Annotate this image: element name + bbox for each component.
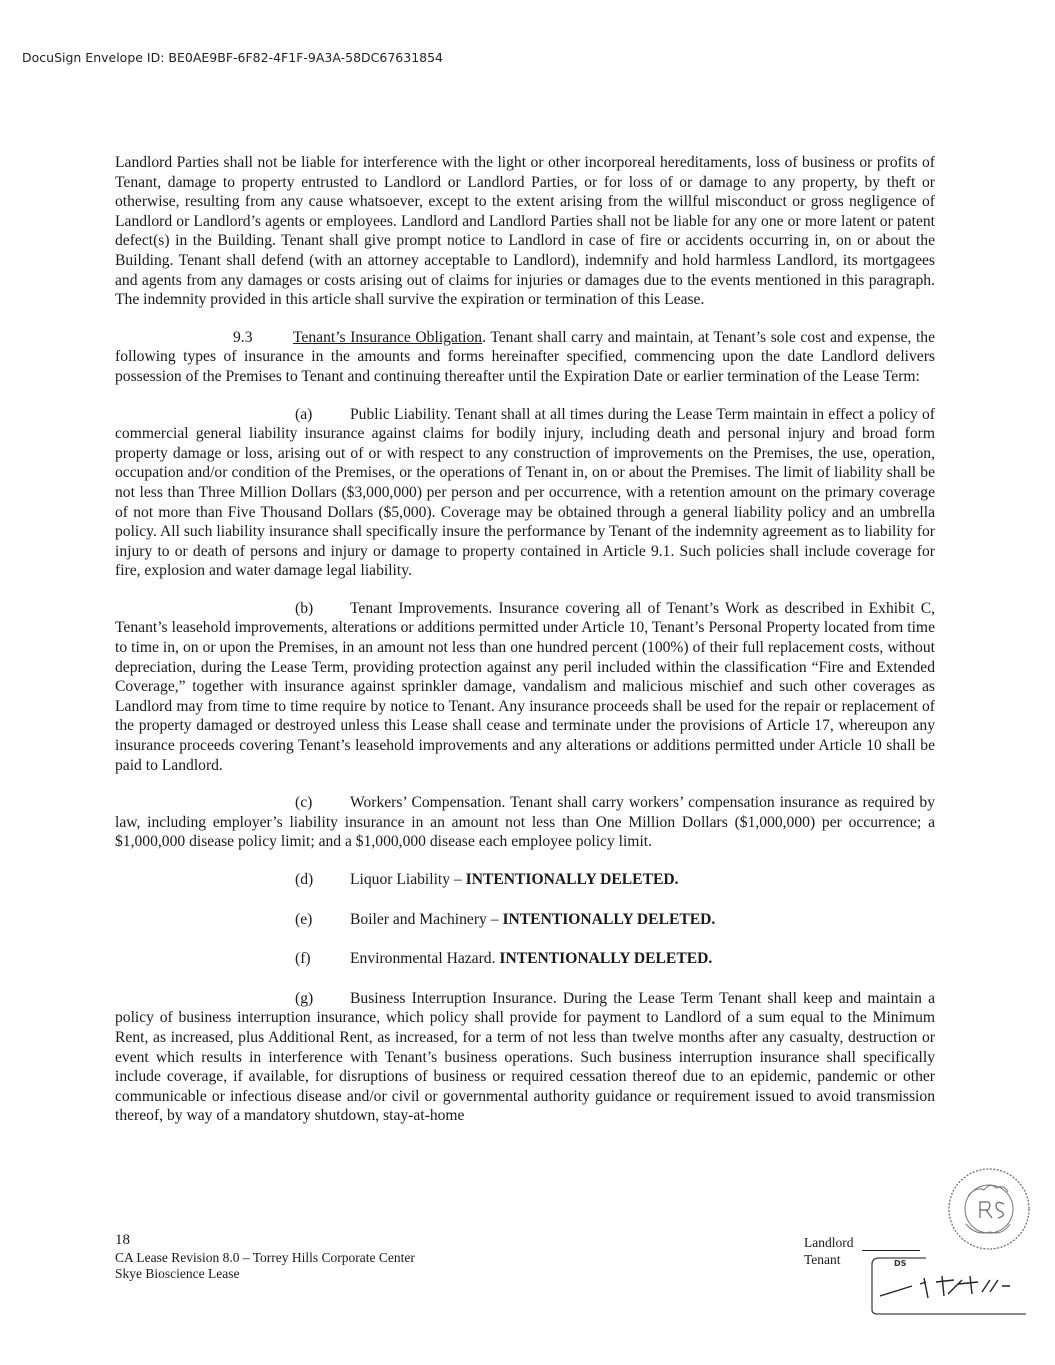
- item-number: (e): [295, 910, 313, 928]
- section-number: 9.3: [233, 328, 253, 346]
- item-text: Boiler and Machinery –: [350, 910, 503, 928]
- landlord-initials-seal-icon: [946, 1166, 1032, 1252]
- item-text: Workers’ Compensation. Tenant shall carry workers’ compensation insurance as required by law, including employer’s liability insurance in an amount not less than One Million Dollars ($1,000,000) per occurrence; a $1,000,000 disease policy limit; and a $1,000,000 disease each employee policy limit.: [115, 794, 935, 851]
- page-number: 18: [115, 1232, 130, 1248]
- section-title: Tenant’s Insurance Obligation: [293, 328, 483, 346]
- section-9-3: [115, 328, 935, 387]
- item-number: (b): [295, 599, 314, 617]
- docusign-envelope-id: DocuSign Envelope ID: BE0AE9BF-6F82-4F1F-9A3A-58DC67631854: [22, 50, 444, 65]
- section-text: . Tenant shall carry and maintain, at Tenant’s sole cost and expense, the following types of insurance in the amounts and forms hereinafter specified, commencing upon the date Landlord delivers possession of the Premises to Tenant and continuing thereafter until the Expiration Date or earlier termination of the Lease Term:: [115, 328, 935, 385]
- lease-revision: CA Lease Revision 8.0 – Torrey Hills Corporate Center: [115, 1250, 415, 1265]
- document-body: [115, 153, 935, 1144]
- item-number: (d): [295, 871, 314, 888]
- item-number: (f): [295, 950, 311, 968]
- landlord-initials-line[interactable]: [862, 1238, 920, 1251]
- item-d-liquor-liability: [115, 870, 935, 890]
- item-f-environmental-hazard: [115, 949, 935, 969]
- item-deleted-label: INTENTIONALLY DELETED.: [465, 871, 679, 888]
- item-c-workers-compensation: [115, 793, 935, 852]
- ds-mark: DS: [894, 1259, 907, 1268]
- footer-left: [115, 1232, 415, 1282]
- item-number: (a): [295, 405, 313, 423]
- item-text: Environmental Hazard.: [350, 950, 500, 968]
- item-text: Tenant Improvements. Insurance covering all of Tenant’s Work as described in Exhibit C, Tenant’s leasehold improvements, alterations or additions permitted under Article 10, Tenant’s Personal Property located from time to time in, on or upon the Premises, in an amount not less than one hundred percent (100%) of their full replacement costs, without depreciation, during the Lease Term, providing protection against any peril included within the classification “Fire and Extended Coverage,” together with insurance against sprinkler damage, vandalism and malicious mischief and such other coverages as Landlord may from time to time require by notice to Tenant. Any insurance proceeds shall be used for the repair or replacement of the property damaged or destroyed unless this Lease shall cease and terminate under the provisions of Article 17, whereupon any insurance proceeds covering Tenant’s leasehold improvements and any alterations or additions permitted under Article 10 shall be paid to Landlord.: [115, 599, 935, 774]
- item-text: Liquor Liability –: [350, 871, 466, 888]
- lease-name: Skye Bioscience Lease: [115, 1266, 240, 1281]
- item-b-tenant-improvements: [115, 599, 935, 775]
- item-a-public-liability: [115, 405, 935, 581]
- paragraph-indemnity: Landlord Parties shall not be liable for interference with the light or other incorporeal hereditaments, loss of business or profits of Tenant, damage to property entrusted to Landlord or Landlord Parties, or for loss of or damage to any property, by theft or otherwise, resulting from any cause whatsoever, except to the extent arising from the willful misconduct or gross negligence of Landlord or Landlord’s agents or employees. Landlord and Landlord Parties shall not be liable for any one or more latent or patent defect(s) in the Building. Tenant shall give prompt notice to Landlord in case of fire or accidents occurring in, on or about the Building. Tenant shall defend (with an attorney acceptable to Landlord), indemnify and hold harmless Landlord, its mortgagees and agents from any damages or costs arising out of claims for injuries or damages due to the events mentioned in this paragraph. The indemnity provided in this article shall survive the expiration or termination of this Lease.: [115, 154, 935, 309]
- item-number: (g): [295, 989, 314, 1007]
- item-g-business-interruption: [115, 989, 935, 1126]
- landlord-label: Landlord: [804, 1235, 854, 1250]
- item-e-boiler-machinery: [115, 910, 935, 930]
- tenant-label: Tenant: [804, 1252, 841, 1267]
- item-deleted-label: INTENTIONALLY DELETED.: [502, 910, 716, 928]
- item-deleted-label: INTENTIONALLY DELETED.: [499, 950, 713, 968]
- item-text: Public Liability. Tenant shall at all times during the Lease Term maintain in effect a policy of commercial general liability insurance against claims for bodily injury, including death and personal injury and broad form property damage or loss, arising out of or with respect to any construction of improvements on the Premises, the use, operation, occupation and/or condition of the Premises, or the operations of Tenant in, on or about the Premises. The limit of liability shall be not less than Three Million Dollars ($3,000,000) per person and per occurrence, with a retention amount on the primary coverage of not more than Five Thousand Dollars ($5,000). Coverage may be obtained through a general liability policy and an umbrella policy. All such liability insurance shall specifically insure the performance by Tenant of the indemnity agreement as to liability for injury to or death of persons and injury or damage to property contained in Article 9.1. Such policies shall include coverage for fire, explosion and water damage legal liability.: [115, 405, 935, 580]
- tenant-initials-signature-icon: [866, 1254, 1032, 1316]
- landlord-initials-row: [804, 1234, 920, 1251]
- item-number: (c): [295, 794, 313, 812]
- item-text: Business Interruption Insurance. During the Lease Term Tenant shall keep and maintain a policy of business interruption insurance, which policy shall provide for payment to Landlord of a sum equal to the Minimum Rent, as increased, plus Additional Rent, as increased, for a term of not less than twelve months after any casualty, destruction or event which results in interference with Tenant’s business operations. Such business interruption insurance shall specifically include coverage, if available, for disruptions of business or required cessation thereof due to an epidemic, pandemic or other communicable or infectious disease and/or civil or governmental authority guidance or requirement issued to avoid transmission thereof, by way of a mandatory shutdown, stay-at-home: [115, 989, 935, 1125]
